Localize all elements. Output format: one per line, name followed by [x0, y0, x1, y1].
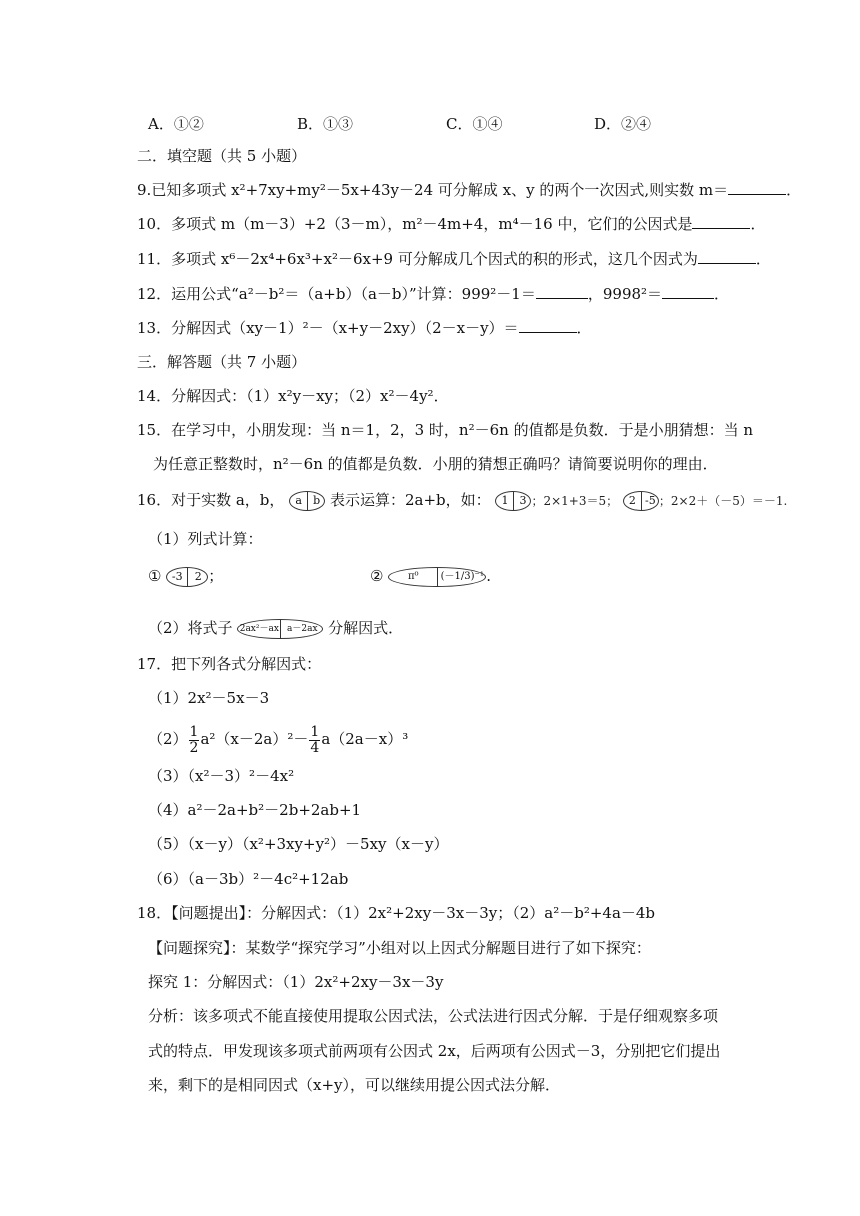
answer-blank [519, 318, 577, 333]
question-18-problem: 18．【问题提出】：分解因式：（1）2x²+2xy－3x－3y；（2）a²－b²+4a－4b [137, 904, 656, 922]
question-18-analysis-1: 分析：该多项式不能直接使用提取公因式法，公式法进行因式分解．于是仔细观察多项 [148, 1007, 719, 1025]
answer-blank [698, 249, 756, 264]
question-18-analysis-2: 式的特点．甲发现该多项式前两项有公因式 2x，后两项有公因式－3，分别把它们提出 [148, 1042, 721, 1060]
answer-blank [662, 284, 714, 299]
calc-oval-2: π⁰ (－1/3)⁻¹ [388, 567, 486, 587]
question-17-part-5: （5）（x－y）（x²+3xy+y²）－5xy（x－y） [148, 835, 449, 853]
question-9: 9.已知多项式 x²+7xy+my²－5x+43y－24 可分解成 x、y 的两个一次因式,则实数 m＝ ． [137, 181, 802, 199]
calc-oval-1: -3 2 [166, 567, 208, 587]
question-12: 12．运用公式“a²－b²＝（a+b）（a－b）”计算：999²－1＝ ，9998²＝ ． [137, 285, 730, 303]
example-oval-1: 1 3 [495, 491, 531, 511]
question-10: 10．多项式 m（m－3）+2（3－m），m²－4m+4，m⁴－16 中，它们的公因式是 ． [137, 215, 766, 233]
question-16-calc-2: ② π⁰ (－1/3)⁻¹ . [370, 567, 492, 585]
question-14: 14．分解因式：（1）x²y－xy；（2）x²－4y²． [137, 387, 449, 405]
section-heading-solve: 三．解答题（共 7 小题） [137, 353, 307, 371]
question-16-part-1: （1）列式计算： [148, 530, 263, 548]
question-17-part-4: （4）a²－2a+b²－2b+2ab+1 [148, 801, 362, 819]
question-17-part-6: （6）（a－3b）²－4c²+12ab [148, 870, 349, 888]
answer-blank [536, 284, 588, 299]
fraction: $\frac{1}{2}$ [189, 723, 199, 756]
option-b: B．①③ [297, 115, 354, 133]
option-a: A．①② [148, 115, 204, 133]
answer-blank [692, 214, 750, 229]
example-oval-2: 2 -5 [623, 491, 659, 511]
question-16: 16．对于实数 a，b， a b 表示运算：2a+b，如： 1 3 ；2×1+3＝5； 2 -5 ；2×2＋（－5）＝－1. [137, 491, 788, 509]
question-17-part-3: （3）（x²－3）²－4x² [148, 767, 295, 785]
option-c: C．①④ [446, 115, 503, 133]
question-16-part-2: （2）将式子 2ax²－ax a－2ax 分解因式． [148, 619, 404, 637]
question-17: 17．把下列各式分解因式： [137, 655, 322, 673]
question-18-analysis-3: 来，剩下的是相同因式（x+y），可以继续用提公因式法分解． [148, 1076, 561, 1094]
fraction: $\frac{1}{4}$ [310, 723, 320, 756]
question-16-calc: ① -3 2 ； [148, 567, 224, 585]
answer-blank [728, 180, 786, 195]
factor-oval: 2ax²－ax a－2ax [237, 619, 323, 639]
option-d: D．②④ [594, 115, 652, 133]
question-15-line-1: 15．在学习中，小朋发现：当 n＝1，2，3 时，n²－6n 的值都是负数．于是小朋猜想：当 n [137, 421, 753, 439]
question-18-explore: 【问题探究】：某数学“探究学习”小组对以上因式分解题目进行了如下探究： [148, 939, 651, 957]
question-13: 13．分解因式（xy－1）²－（x+y－2xy）（2－x－y）＝ ． [137, 319, 592, 337]
question-17-part-2: （2） $\frac{1}{2}$ a²（x－2a）²－ $\frac{1}{4}$ a（2a－x）³ [148, 723, 409, 756]
section-heading-fill-blank: 二．填空题（共 5 小题） [137, 147, 307, 165]
operation-oval: a b [289, 491, 325, 511]
question-18-explore-1: 探究 1：分解因式：（1）2x²+2xy－3x－3y [148, 973, 444, 991]
question-15-line-2: 为任意正整数时，n²－6n 的值都是负数．小朋的猜想正确吗？请简要说明你的理由． [153, 455, 718, 473]
question-17-part-1: （1）2x²－5x－3 [148, 689, 270, 707]
question-11: 11．多项式 x⁶－2x⁴+6x³+x²－6x+9 可分解成几个因式的积的形式，这几个因式为 ． [137, 250, 771, 268]
